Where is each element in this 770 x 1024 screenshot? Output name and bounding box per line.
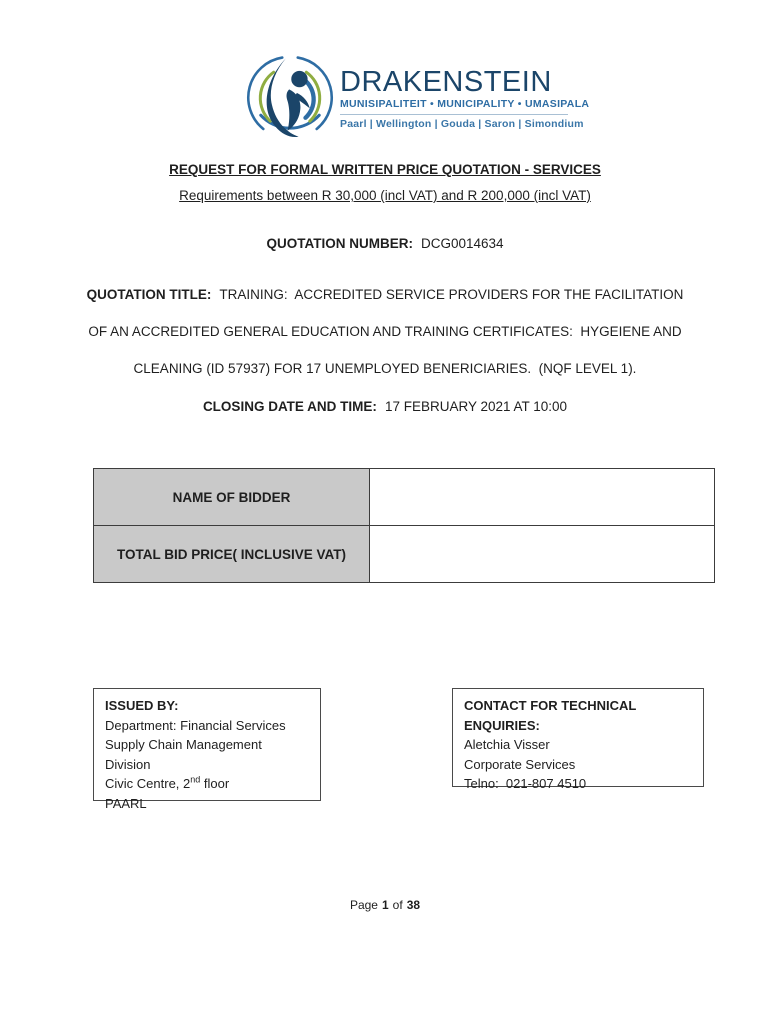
logo-name: DRAKENSTEIN (340, 66, 552, 98)
issued-by-division: Supply Chain Management Division (105, 737, 262, 772)
footer-page-word: Page (349, 898, 378, 912)
issued-by-city: PAARL (105, 795, 147, 811)
footer-of-word: of (392, 898, 403, 912)
issued-by-box (93, 688, 321, 811)
closing-date-value: 17 FEBRUARY 2021 AT 10:00 (384, 399, 568, 414)
bid-table (93, 468, 715, 583)
document-subtitle: Requirements between R 30,000 (incl VAT) and R 200,000 (incl VAT) (179, 188, 591, 203)
logo-towns: Paarl | Wellington | Gouda | Saron | Simondium (340, 118, 584, 130)
quotation-number-label: QUOTATION NUMBER: (266, 236, 413, 251)
footer-total-pages: 38 (406, 898, 421, 912)
address-prefix: Civic Centre, 2 (105, 776, 191, 791)
quotation-title-text: TRAINING: ACCREDITED SERVICE PROVIDERS FOR THE FACILITATION OF AN ACCREDITED GENERAL EDUCATION AND TRAINING CERTIFICATES: HYGEIENE AND CLEANING (ID 57937) FOR 17 UNEMPLOYED BENERICIARIES. (NQF LEVEL 1). (88, 287, 688, 376)
issued-by-heading: ISSUED BY: (105, 698, 179, 713)
issued-by-address (105, 774, 309, 794)
logo-motto: MUNISIPALITEIT • MUNICIPALITY • UMASIPALA (340, 98, 590, 110)
municipality-emblem-icon (246, 55, 334, 141)
table-row (94, 526, 715, 583)
closing-date-line (0, 399, 770, 414)
document-title: REQUEST FOR FORMAL WRITTEN PRICE QUOTATION - SERVICES (169, 162, 601, 177)
logo-wordmark (340, 66, 590, 130)
bid-price-value-cell (370, 526, 715, 583)
bid-price-label-cell: TOTAL BID PRICE( INCLUSIVE VAT) (94, 526, 370, 583)
issued-by-department: Department: Financial Services (105, 717, 286, 733)
contact-unit: Corporate Services (464, 756, 576, 772)
quotation-number-value: DCG0014634 (420, 236, 504, 251)
address-suffix: floor (200, 776, 230, 791)
municipal-logo (246, 55, 590, 141)
bidder-name-value-cell (370, 469, 715, 526)
page-footer (0, 898, 770, 912)
contact-box (452, 688, 704, 791)
contact-name: Aletchia Visser (464, 737, 550, 752)
quotation-title-label: QUOTATION TITLE: (86, 287, 212, 302)
contact-telephone: Telno: 021-807 4510 (464, 776, 587, 791)
footer-page-number: 1 (381, 898, 389, 912)
address-ordinal: nd (190, 774, 201, 785)
table-row (94, 469, 715, 526)
bidder-name-label-cell: NAME OF BIDDER (94, 469, 370, 526)
quotation-title-paragraph (84, 276, 686, 387)
quotation-number-line (0, 236, 770, 251)
closing-date-label: CLOSING DATE AND TIME: (202, 399, 377, 414)
contact-heading: CONTACT FOR TECHNICAL ENQUIRIES: (464, 698, 637, 733)
logo-divider (340, 114, 568, 115)
